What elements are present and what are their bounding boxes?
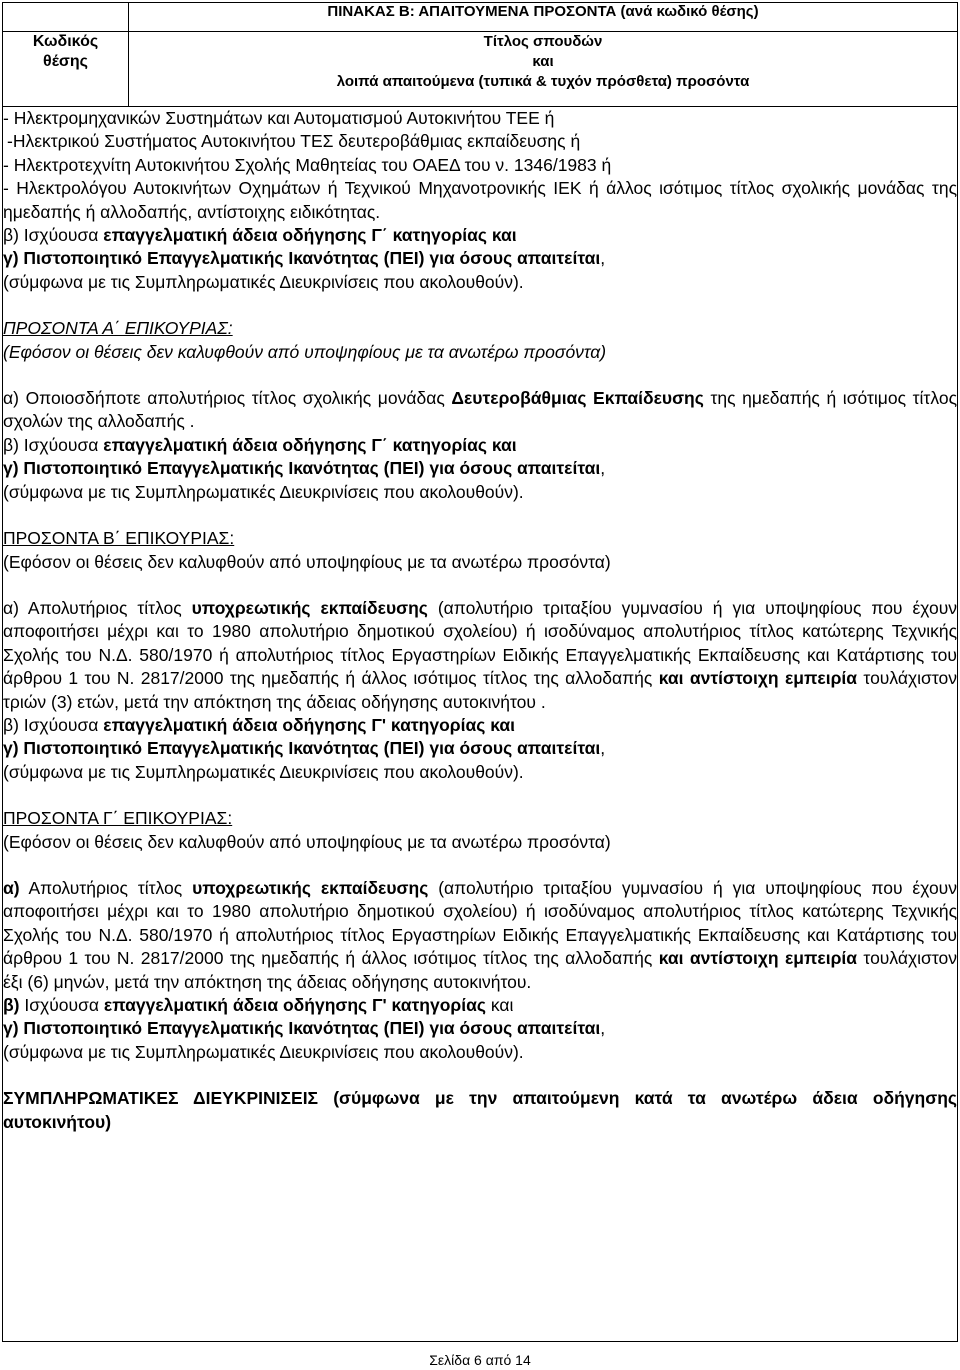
requirements-cell xyxy=(3,107,958,1342)
c-aux-sub: (Εφόσον οι θέσεις δεν καλυφθούν από υποψηφίους με τα ανωτέρω προσόντα) xyxy=(3,831,611,852)
main-license-bold: επαγγελματική άδεια οδήγησης Γ΄ κατηγορίας και xyxy=(103,225,517,246)
main-line-3: - Ηλεκτροτεχνίτη Αυτοκινήτου Σχολής Μαθητείας του ΟΑΕΔ του ν. 1346/1983 ή xyxy=(3,154,612,175)
b-aux-pei-bold: γ) Πιστοποιητικό Επαγγελματικής Ικανότητας (ΠΕΙ) για όσους απαιτείται xyxy=(3,738,601,759)
main-line-1: - Ηλεκτρομηχανικών Συστημάτων και Αυτοματισμού Αυτοκινήτου ΤΕΕ ή xyxy=(3,108,555,128)
a-aux-a-text1: Οποιοσδήποτε απολυτήριος τίτλος σχολικής μονάδας xyxy=(25,388,452,409)
supplementary-text: ΣΥΜΠΛΗΡΩΜΑΤΙΚΕΣ ΔΙΕΥΚΡΙΝΙΣΕΙΣ (σύμφωνα με την απαιτούμενη κατά τα ανωτέρω άδεια οδήγησης αυτοκινήτου) xyxy=(3,1088,957,1132)
c-aux-license-line xyxy=(3,994,957,1017)
c-aux-license-tail: και xyxy=(485,995,514,1015)
page-number: Σελίδα 6 από 14 xyxy=(429,1352,531,1368)
b-aux-note: (σύμφωνα με τις Συμπληρωματικές Διευκρινίσεις που ακολουθούν). xyxy=(3,761,524,782)
column-header-title-line2: και xyxy=(532,53,554,70)
empty-corner-cell xyxy=(3,3,129,32)
a-aux-pei-comma: , xyxy=(600,458,606,479)
column-header-code xyxy=(3,32,129,107)
b-aux-a-text3: τουλάχιστον τριών (3) ετών, μετά την απόκτηση της άδειας οδήγησης αυτοκινήτου . xyxy=(3,668,957,712)
main-pei-bold: γ) Πιστοποιητικό Επαγγελματικής Ικανότητας (ΠΕΙ) για όσους απαιτείται xyxy=(3,248,601,269)
column-header-title-line3: λοιπά απαιτούμενα (τυπικά & τυχόν πρόσθετα) προσόντα xyxy=(336,73,750,90)
a-aux-item-a xyxy=(3,387,957,434)
a-aux-pei-bold: γ) Πιστοποιητικό Επαγγελματικής Ικανότητας (ΠΕΙ) για όσους απαιτείται xyxy=(3,458,601,479)
a-aux-pei-line xyxy=(3,457,957,480)
supplementary-heading xyxy=(3,1087,957,1134)
a-aux-a-prefix: α) xyxy=(3,388,26,409)
main-line-2: -Ηλεκτρικού Συστήματος Αυτοκινήτου ΤΕΣ δευτεροβάθμιας εκπαίδευσης ή xyxy=(7,131,581,152)
b-aux-license-bold: επαγγελματική άδεια οδήγησης Γ' κατηγορίας και xyxy=(103,714,515,735)
c-aux-a-text3: τουλάχιστον έξι (6) μηνών, μετά την απόκτηση της άδειας οδήγησης αυτοκινήτου. xyxy=(3,948,957,992)
b-aux-item-a xyxy=(3,597,957,714)
c-aux-a-bold2: υποχρεωτικής εκπαίδευσης xyxy=(192,877,429,898)
table-body-row xyxy=(3,107,958,1342)
a-aux-sub: (Εφόσον οι θέσεις δεν καλυφθούν από υποψηφίους με τα ανωτέρω προσόντα) xyxy=(3,341,607,362)
table-title-row xyxy=(3,3,958,32)
requirements-text xyxy=(3,107,957,1134)
column-header-title-line1: Τίτλος σπουδών xyxy=(483,33,603,50)
c-aux-item-a xyxy=(3,877,957,994)
c-aux-license-bold1: β) xyxy=(3,995,20,1015)
main-pei-line xyxy=(3,247,957,270)
b-aux-a-prefix: α) xyxy=(3,597,28,618)
c-aux-note: (σύμφωνα με τις Συμπληρωματικές Διευκρινίσεις που ακολουθούν). xyxy=(3,1041,524,1062)
a-aux-license-bold: επαγγελματική άδεια οδήγησης Γ΄ κατηγορίας και xyxy=(103,434,517,455)
a-aux-a-bold: Δευτεροβάθμιας Εκπαίδευσης xyxy=(451,388,704,409)
requirements-table xyxy=(2,2,958,1342)
a-aux-note: (σύμφωνα με τις Συμπληρωματικές Διευκρινίσεις που ακολουθούν). xyxy=(3,481,524,502)
a-aux-a-text2: της ημεδαπής ή ισότιμος τίτλος σχολών της αλλοδαπής . xyxy=(3,388,957,432)
column-header-title xyxy=(129,32,958,107)
b-aux-pei-comma: , xyxy=(600,738,606,759)
main-line-4: - Ηλεκτρολόγου Αυτοκινήτων Οχημάτων ή Τεχνικού Μηχανοτρονικής ΙΕΚ ή άλλος ισότιμος τίτλος σχολικής μονάδας της ημεδαπής ή αλλοδαπής, αντίστοιχης ειδικότητας. xyxy=(3,178,957,222)
c-aux-pei-comma: , xyxy=(600,1018,606,1039)
b-aux-a-bold2: και αντίστοιχη εμπειρία xyxy=(658,668,858,689)
c-aux-a-text2: (απολυτήριο τριταξίου γυμνασίου ή για υποψηφίους που έχουν αποφοιτήσει μέχρι και το 1980 απολυτήριο δημοτικού σχολείου) ή ισοδύναμος απολυτήριος τίτλος κατώτερης Τεχνικής Σχολής του Ν.Δ. 580/1970 ή απολυτήριος τίτλος Εργαστηρίων Ειδικής Επαγγελματικής Εκπαίδευσης και Κατάρτισης του άρθρου 1 του Ν. 2817/2000 της ημεδαπής ή άλλος ισότιμος τίτλος της αλλοδαπής xyxy=(3,877,957,969)
main-pei-comma: , xyxy=(600,248,606,269)
b-aux-pei-line xyxy=(3,737,957,760)
table-header-row xyxy=(3,32,958,107)
b-aux-a-bold: υποχρεωτικής εκπαίδευσης xyxy=(191,597,428,618)
main-license-prefix: β) Ισχύουσα xyxy=(3,225,104,246)
a-aux-heading: ΠΡΟΣΟΝΤΑ Α΄ ΕΠΙΚΟΥΡΙΑΣ: xyxy=(3,318,233,339)
b-aux-heading: ΠΡΟΣΟΝΤΑ Β΄ ΕΠΙΚΟΥΡΙΑΣ: xyxy=(3,528,235,549)
b-aux-a-text1: Απολυτήριος τίτλος xyxy=(27,597,192,618)
table-title: ΠΙΝΑΚΑΣ Β: ΑΠΑΙΤΟΥΜΕΝΑ ΠΡΟΣΟΝΤΑ (ανά κωδικό θέσης) xyxy=(129,3,958,32)
c-aux-a-bold3: και αντίστοιχη εμπειρία xyxy=(658,948,858,969)
c-aux-license-mid: Ισχύουσα xyxy=(19,995,104,1015)
column-header-code-line1: Κωδικός xyxy=(32,33,99,50)
b-aux-a-text2: (απολυτήριο τριταξίου γυμνασίου ή για υποψηφίους που έχουν αποφοιτήσει μέχρι και το 1980 απολυτήριο δημοτικού σχολείου) ή ισοδύναμος απολυτήριος τίτλος κατώτερης Τεχνικής Σχολής του Ν.Δ. 580/1970 ή απολυτήριος τίτλος Εργαστηρίων Ειδικής Επαγγελματικής Εκπαίδευσης και Κατάρτισης του άρθρου 1 του Ν. 2817/2000 της ημεδαπής ή άλλος ισότιμος τίτλος της αλλοδαπής xyxy=(3,597,958,689)
a-aux-license-line xyxy=(3,434,957,457)
c-aux-pei-line xyxy=(3,1017,957,1040)
main-note: (σύμφωνα με τις Συμπληρωματικές Διευκρινίσεις που ακολουθούν). xyxy=(3,271,524,292)
b-aux-license-line xyxy=(3,714,957,737)
main-license-line xyxy=(3,224,957,247)
a-aux-license-prefix: β) Ισχύουσα xyxy=(3,434,104,455)
column-header-code-line2: θέσης xyxy=(43,53,88,70)
c-aux-license-bold2: επαγγελματική άδεια οδήγησης Γ' κατηγορίας xyxy=(103,995,486,1015)
c-aux-heading: ΠΡΟΣΟΝΤΑ Γ΄ ΕΠΙΚΟΥΡΙΑΣ: xyxy=(3,808,233,829)
b-aux-license-prefix: β) Ισχύουσα xyxy=(3,714,104,735)
c-aux-a-bold: α) xyxy=(3,877,20,898)
c-aux-a-text1: Απολυτήριος τίτλος xyxy=(19,877,193,898)
b-aux-sub: (Εφόσον οι θέσεις δεν καλυφθούν από υποψηφίους με τα ανωτέρω προσόντα) xyxy=(3,551,611,572)
c-aux-pei-bold: γ) Πιστοποιητικό Επαγγελματικής Ικανότητας (ΠΕΙ) για όσους απαιτείται xyxy=(3,1018,601,1039)
